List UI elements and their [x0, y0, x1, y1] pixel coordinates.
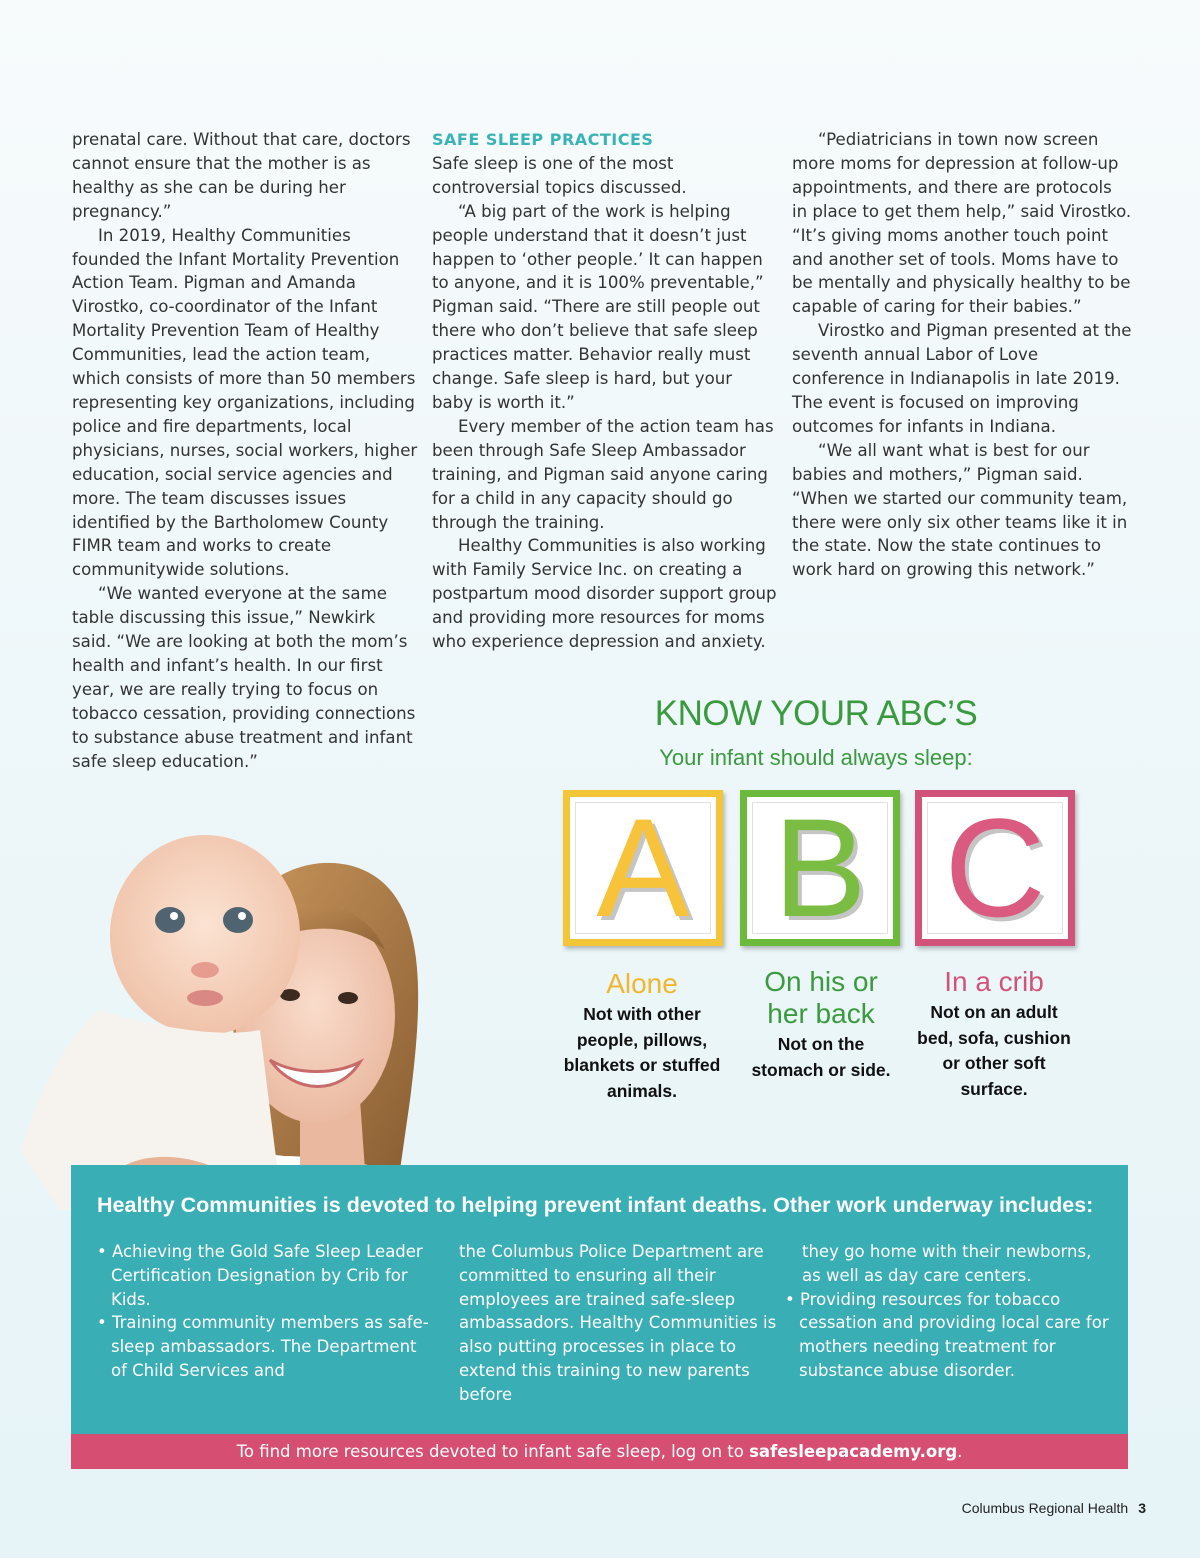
article-paragraph: Safe sleep is one of the most controversial topics discussed.: [432, 153, 687, 197]
callout-continuation: the Columbus Police Department are committed to ensuring all their employees are trained safe-sleep ambassadors. Healthy Communities is also putting processes in place to extend this training to new parents before: [459, 1242, 777, 1404]
article-paragraph: Virostko and Pigman presented at the seventh annual Labor of Love conference in Indianapolis in late 2019. The event is focused on improving outcomes for infants in Indiana.: [792, 321, 1132, 436]
resource-bar: [71, 1434, 1128, 1469]
publication-name: Columbus Regional Health: [961, 1500, 1129, 1516]
callout-continuation: they go home with their newborns, as well as day care centers.: [802, 1242, 1092, 1285]
article-paragraph: In 2019, Healthy Communities founded the Infant Mortality Prevention Action Team. Pigman and Amanda Virostko, co-coordinator of the Infant Mortality Prevention Team of Healthy Communities, lead the action team, which consists of more than 50 members representing key organizations, including police and fire departments, local physicians, nurses, social workers, higher education, social service agencies and more. The team discusses issues identified by the Bartholomew County FIMR team and works to create communitywide solutions.: [72, 225, 418, 580]
callout-column-1: [97, 1240, 437, 1383]
block-letter: C: [944, 789, 1046, 946]
bullet-glyph: •: [785, 1289, 795, 1309]
article-paragraph: prenatal care. Without that care, doctors cannot ensure that the mother is as healthy as she can be during her pregnancy.”: [72, 130, 411, 221]
article-paragraph: “We wanted everyone at the same table discussing this issue,” Newkirk said. “We are looking at both the mom’s health and infant’s health. In our first year, we are really trying to focus on tobacco cessation, providing connections to substance abuse treatment and infant safe sleep education.”: [72, 584, 416, 771]
callout-bullet-text: Training community members as safe-sleep ambassadors. The Department of Child Services and: [111, 1313, 429, 1380]
article-column-3: [792, 128, 1132, 582]
abc-note-alone: Not with other people, pillows, blankets or stuffed animals.: [563, 1004, 721, 1101]
letter-block-c: [915, 790, 1075, 946]
resource-end: .: [957, 1442, 963, 1461]
resource-link[interactable]: safesleepacademy.org: [749, 1442, 958, 1461]
page-number: 3: [1138, 1500, 1146, 1516]
callout-bullet: [785, 1288, 1115, 1383]
article-paragraph: Every member of the action team has been through Safe Sleep Ambassador training, and Pigman said anyone caring for a child in any capacity should go through the training.: [432, 416, 774, 532]
article-paragraph: “A big part of the work is helping people understand that it doesn’t just happen to ‘other people.’ It can happen to anyone, and it is 100% preventable,” Pigman said. “There are still people out there who don’t believe that safe sleep practices matter. Behavior really must change. Safe sleep is hard, but your baby is worth it.”: [432, 201, 764, 412]
abc-note-crib: Not on an adult bed, sofa, cushion or other soft surface.: [917, 1002, 1071, 1099]
callout-column-2: [459, 1240, 779, 1407]
callout-bullet-text: Providing resources for tobacco cessation and providing local care for mothers needing treatment for substance abuse disorder.: [799, 1289, 1109, 1380]
callout-bullet: [97, 1240, 437, 1311]
article-paragraph: “We all want what is best for our babies and mothers,” Pigman said. “When we started our community team, there were only six other teams like it in the state. Now the state continues to work hard on growing this network.”: [792, 440, 1128, 580]
callout-heading: Healthy Communities is devoted to helping prevent infant deaths. Other work underway includes:: [97, 1193, 1094, 1217]
block-letter: A: [596, 789, 690, 946]
page-footer: [962, 1500, 1146, 1516]
bullet-glyph: •: [97, 1313, 107, 1333]
article-paragraph: “Pediatricians in town now screen more moms for depression at follow-up appointments, and there are protocols in place to get them help,” said Virostko. “It’s giving moms another touch point and another set of tools. Moms have to be mentally and physically healthy to be capable of caring for their babies.”: [792, 130, 1132, 317]
abc-label-crib: In a crib: [944, 966, 1044, 997]
abc-subtitle: Your infant should always sleep:: [659, 745, 973, 770]
article-column-2: [432, 128, 778, 654]
abc-label-alone: Alone: [606, 968, 678, 999]
callout-column-3: [785, 1240, 1115, 1383]
callout-bullet: [97, 1311, 437, 1382]
article-column-1: [72, 128, 418, 773]
abc-title: KNOW YOUR ABC’S: [654, 694, 978, 733]
resource-text: To find more resources devoted to infant safe sleep, log on to: [236, 1442, 744, 1461]
article-paragraph: Healthy Communities is also working with Family Service Inc. on creating a postpartum mood disorder support group and providing more resources for moms who experience depression and anxiety.: [432, 536, 777, 652]
callout-box: [71, 1165, 1128, 1469]
letter-block-a: [563, 790, 723, 946]
abc-label-back: On his or her back: [764, 966, 878, 1029]
bullet-glyph: •: [97, 1242, 107, 1261]
abc-note-back: Not on the stomach or side.: [751, 1034, 891, 1080]
callout-bullet-text: Achieving the Gold Safe Sleep Leader Certification Designation by Crib for Kids.: [111, 1242, 423, 1309]
letter-block-b: [740, 790, 900, 946]
section-subhead: SAFE SLEEP PRACTICES: [432, 130, 654, 149]
block-letter: B: [773, 789, 867, 946]
